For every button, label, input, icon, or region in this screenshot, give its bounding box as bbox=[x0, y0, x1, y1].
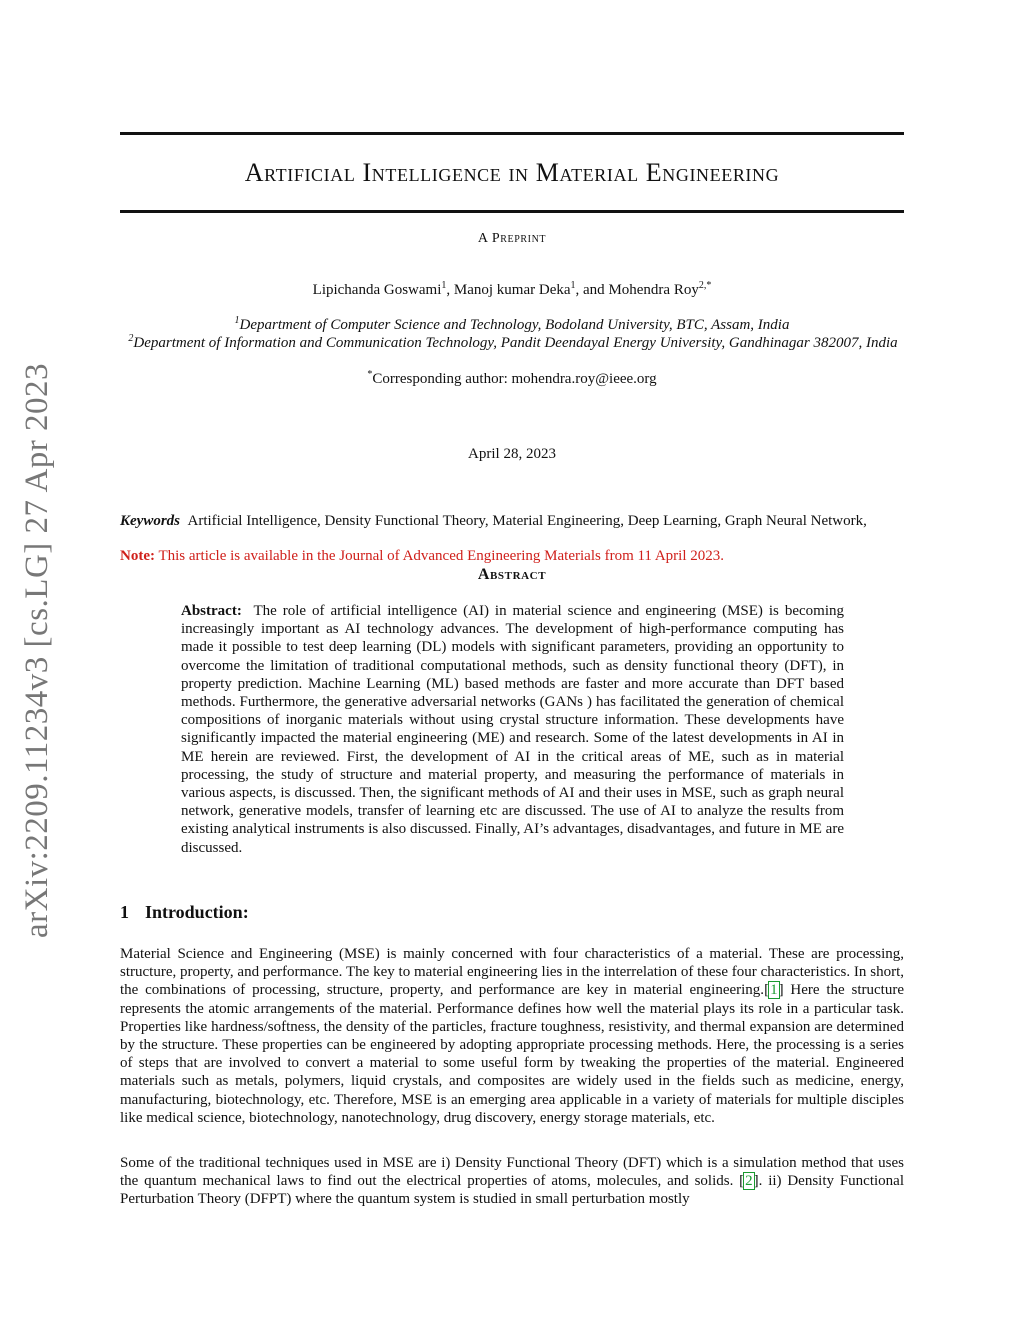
preprint-label: A Preprint bbox=[477, 231, 547, 246]
abstract-label: Abstract: bbox=[181, 603, 242, 619]
note-label: Note: bbox=[120, 548, 155, 564]
arxiv-identifier: arXiv:2209.11234v3 [cs.LG] 27 Apr 2023 bbox=[19, 362, 56, 938]
paragraph-text: . ii) Density Functional Perturbation Theory (DFPT) where the quantum system is studied in small perturbation mostly bbox=[120, 1173, 904, 1208]
affiliation-text: Department of Information and Communication Technology, Pandit Deendayal Energy University, Gandhinagar 382007, India bbox=[133, 335, 898, 351]
section-title: Introduction: bbox=[145, 902, 249, 922]
affiliation-mark: 2 bbox=[128, 333, 134, 344]
author-affil-mark: 2,* bbox=[698, 280, 712, 291]
paragraph-text: Here the structure represents the atomic arrangements of the material. Performance defines how well the material plays its role in a particular task. Properties like hardness/softness, the density of the particles, fracture toughness, resistivity, and thermal expansion are determined by the structure. These properties can be engineered by adopting appropriate processing methods. Here, the processing is a series of steps that are involved to convert a material to some useful form by tweaking the properties of the material. Engineered materials such as metals, polymers, liquid crystals, and composites are widely used in the fields such as medicine, energy, manufacturing, biotechnology, etc. Therefore, MSE is an emerging area applicable in a variety of materials for multiple disciples like medical science, biotechnology, nanotechnology, drug discovery, energy storage materials, etc. bbox=[120, 982, 904, 1126]
abstract-body bbox=[181, 602, 844, 857]
affiliation-1 bbox=[120, 316, 904, 335]
keywords-text: Artificial Intelligence, Density Functional Theory, Material Engineering, Deep Learning, Graph Neural Network, bbox=[187, 513, 867, 529]
affiliation-mark: 1 bbox=[234, 315, 240, 326]
abstract-text: The role of artificial intelligence (AI) in material science and engineering (MSE) is becoming increasingly important as AI technology advances. The development of high-performance computing has made it possible to test deep learning (DL) models with significant parameters, providing an opportunity to overcome the limitation of traditional computational methods, such as density functional theory (DFT), in property prediction. Machine Learning (ML) based methods are faster and more accurate than DFT based methods. Furthermore, the generative adversarial networks (GANs ) has facilitated the generation of chemical compositions of inorganic materials without using crystal structure information. These developments have significantly impacted the material engineering (ME) and research. Some of the latest developments in AI in ME herein are reviewed. First, the development of AI in the critical areas of ME, such as in material processing, the study of structure and material property, and measuring the performance of materials in various aspects, is discussed. Then, the significant methods of AI and their uses in MSE, such as graph neural network, generative models, transfer of learning etc are discussed. The use of AI to analyze the results from existing analytical instruments is also discussed. Finally, AI’s advantages, disadvantages, and future in ME are discussed. bbox=[181, 603, 844, 856]
intro-paragraph-2: Some of the traditional techniques used in MSE are i) Density Functional Theory (DFT) which is a simulation method that uses the quantum mechanical laws to find out the electrical properties of atoms, molecules, and solids. [2]. ii) Density Functional Perturbation Theory (DFPT) where the quantum system is studied in small perturbation mostly bbox=[120, 1155, 904, 1208]
section-number: 1 bbox=[120, 902, 129, 922]
affiliation-2 bbox=[128, 334, 898, 353]
author-affil-mark: 1 bbox=[570, 280, 576, 291]
arxiv-side-stamp bbox=[18, 350, 58, 950]
corresponding-mark: * bbox=[367, 369, 373, 380]
author-name: Lipichanda Goswami bbox=[312, 282, 442, 298]
title-bottom-rule bbox=[120, 210, 904, 213]
author-list bbox=[120, 282, 904, 299]
paper-title: Artificial Intelligence in Material Engineering bbox=[244, 158, 780, 187]
note-text: This article is available in the Journal of Advanced Engineering Materials from 11 April 2023. bbox=[158, 548, 725, 564]
citation-link[interactable]: 2 bbox=[745, 1173, 753, 1190]
author-affil-mark: 1 bbox=[441, 280, 447, 291]
journal-note bbox=[120, 548, 904, 565]
corresponding-text: Corresponding author: mohendra.roy@ieee.org bbox=[372, 371, 657, 387]
author-separator: , bbox=[446, 282, 454, 298]
author-name: Manoj kumar Deka bbox=[453, 282, 571, 298]
keywords-block bbox=[120, 512, 904, 530]
keywords-label: Keywords bbox=[120, 513, 180, 529]
paragraph-text: Material Science and Engineering (MSE) is mainly concerned with four characteristics of a material. These are processing, structure, property, and performance. The key to material engineering lies in the interrelation of these four characteristics. In short, the combinations of processing, structure, property, and performance are key in material engineering. bbox=[120, 946, 904, 999]
author-name: Mohendra Roy bbox=[608, 282, 699, 298]
corresponding-author bbox=[120, 371, 904, 388]
title-top-rule bbox=[120, 132, 904, 135]
paragraph-text: Some of the traditional techniques used in MSE are i) Density Functional Theory (DFT) which is a simulation method that uses the quantum mechanical laws to find out the electrical properties of atoms, molecules, and solids. bbox=[120, 1155, 904, 1190]
publication-date: April 28, 2023 bbox=[468, 446, 556, 462]
intro-paragraph-1: Material Science and Engineering (MSE) is mainly concerned with four characteristics of a material. These are processing, structure, property, and performance. The key to material engineering lies in the interrelation of these four characteristics. In short, the combinations of processing, structure, property, and performance are key in material engineering.[1] Here the structure represents the atomic arrangements of the material. Performance defines how well the material plays its role in a particular task. Properties like hardness/softness, the density of the particles, fracture toughness, resistivity, and thermal expansion are determined by the structure. These properties can be engineered by adopting appropriate processing methods. Here, the processing is a series of steps that are involved to convert a material to some useful form by tweaking the properties of the material. Engineered materials such as metals, polymers, liquid crystals, and composites are widely used in the fields such as medicine, energy, manufacturing, biotechnology, etc. Therefore, MSE is an emerging area applicable in a variety of materials for multiple disciples like medical science, biotechnology, nanotechnology, drug discovery, energy storage materials, etc. bbox=[120, 946, 904, 1126]
section-heading-introduction bbox=[120, 902, 249, 923]
author-separator: , and bbox=[575, 282, 609, 298]
affiliation-text: Department of Computer Science and Technology, Bodoland University, BTC, Assam, India bbox=[239, 317, 790, 333]
abstract-heading: Abstract bbox=[477, 566, 547, 583]
citation-link[interactable]: 1 bbox=[770, 982, 778, 999]
